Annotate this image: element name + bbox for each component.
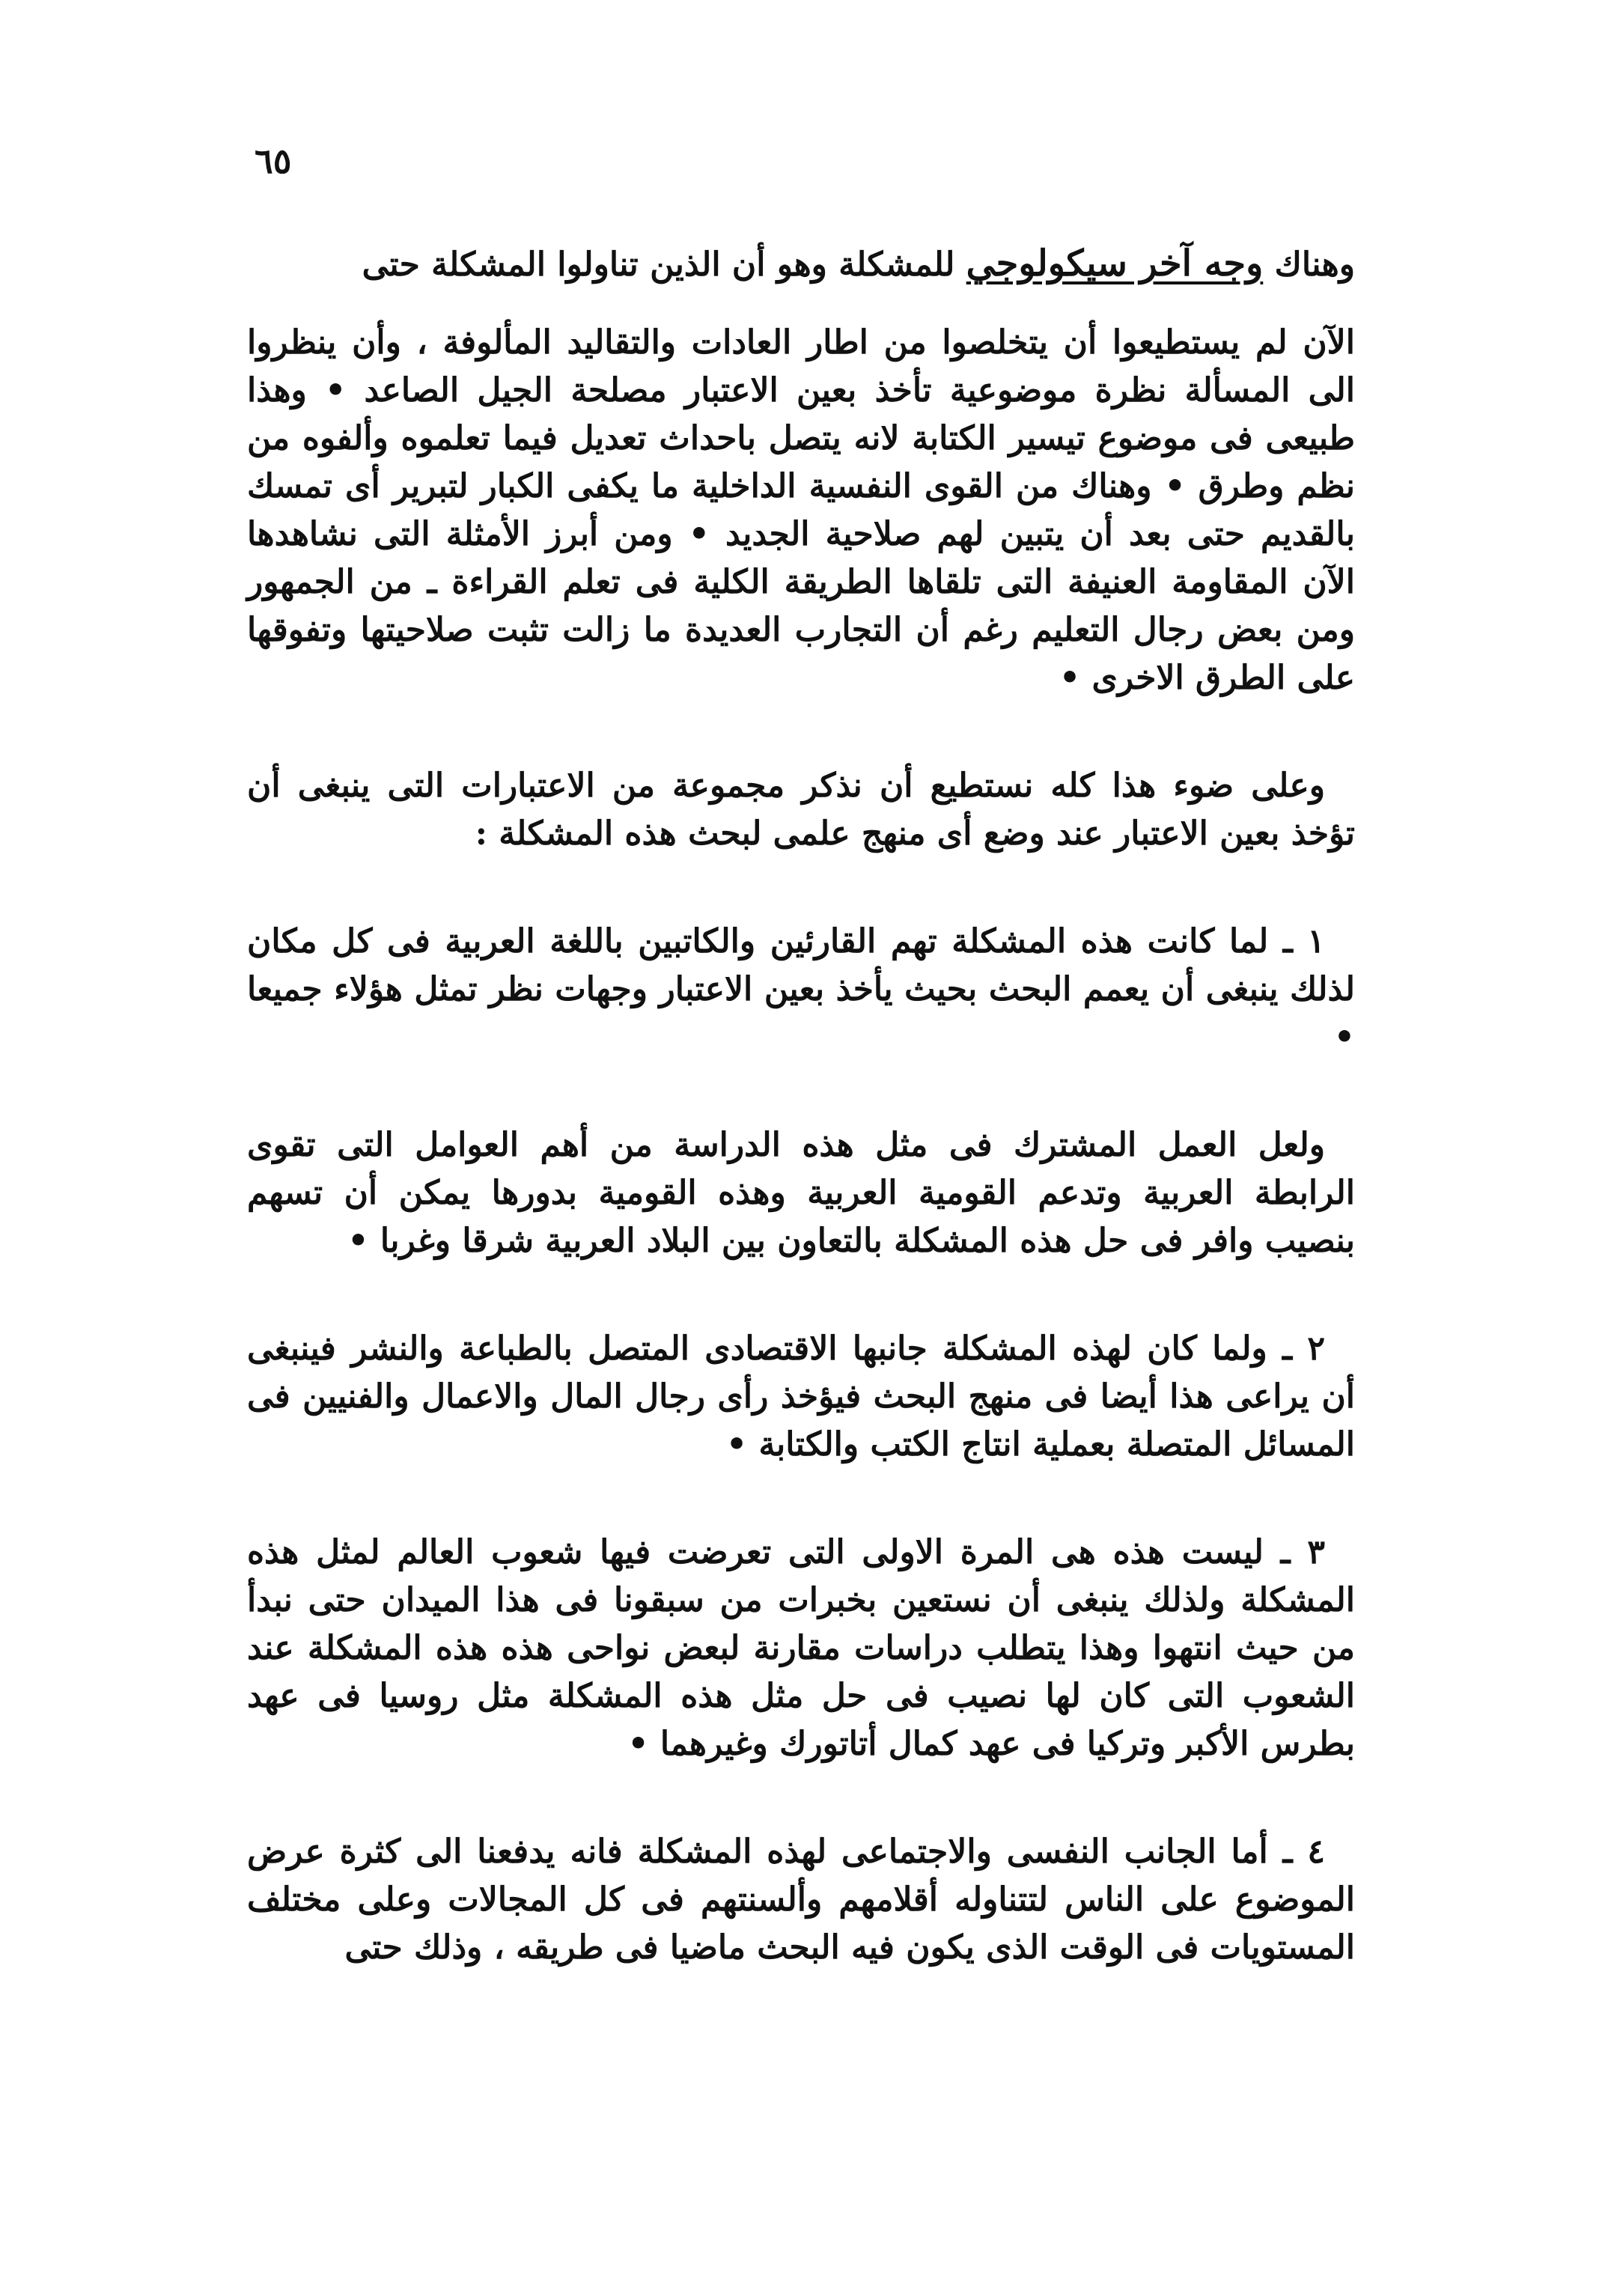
spacer bbox=[247, 1469, 1355, 1529]
paragraph-6: ٣ ـ ليست هذه هى المرة الاولى التى تعرضت فيها شعوب العالم لمثل هذه المشكلة ولذلك ينبغى أن نستعين بخبرات من سبقونا فى هذا الميدان حتى نبدأ من حيث انتهوا وهذا يتطلب دراسات مقارنة لبعض نواحى هذه هذه المشكلة عند الشعوب التى كان لها نصيب فى حل مثل هذه المشكلة مثل روسيا فى عهد بطرس الأكبر وتركيا فى عهد كمال أتاتورك وغيرهما • bbox=[247, 1533, 1356, 1763]
paragraph-7: ٤ ـ أما الجانب النفسى والاجتماعى لهذه المشكلة فانه يدفعنا الى كثرة عرض الموضوع على الناس لتتناوله أقلامهم وألسنتهم فى كل المجالات وعلى مختلف المستويات فى الوقت الذى يكون فيه البحث ماضيا فى طريقه ، وذلك حتى bbox=[247, 1833, 1355, 1967]
paragraph-1: الآن لم يستطيعوا أن يتخلصوا من اطار العادات والتقاليد المألوفة ، وأن ينظروا الى المسألة نظرة موضوعية تأخذ بعين الاعتبار مصلحة الجيل الصاعد • وهذا طبيعى فى موضوع تيسير الكتابة لانه يتصل باحداث تعديل فيما تعلموه وألفوه من نظم وطرق • وهناك من القوى النفسية الداخلية ما يكفى الكبار لتبرير أى تمسك بالقديم حتى بعد أن يتبين لهم صلاحية الجديد • ومن أبرز الأمثلة التى نشاهدها الآن المقاومة العنيفة التى تلقاها الطريقة الكلية فى تعلم القراءة ـ من الجمهور ومن بعض رجال التعليم رغم أن التجارب العديدة ما زالت تثبت صلاحيتها وتفوقها على الطرق الاخرى • bbox=[247, 323, 1355, 697]
spacer bbox=[247, 702, 1355, 762]
spacer bbox=[247, 1265, 1355, 1325]
paragraph-5: ٢ ـ ولما كان لهذه المشكلة جانبها الاقتصادى المتصل بالطباعة والنشر فينبغى أن يراعى هذا أيضا فى منهج البحث فيؤخذ رأى رجال المال والاعمال والفنيين فى المسائل المتصلة بعملية انتاج الكتب والكتابة • bbox=[247, 1330, 1355, 1464]
page-number: ٦٥ bbox=[255, 141, 292, 181]
spacer bbox=[247, 1768, 1355, 1828]
paragraph-intro bbox=[247, 240, 1355, 289]
emphasis-phrase: وجه آخر سيكولوجي bbox=[966, 243, 1264, 284]
paragraph-4: ولعل العمل المشترك فى مثل هذه الدراسة من أهم العوامل التى تقوى الرابطة العربية وتدعم القومية العربية وهذه القومية بدورها يمكن أن تسهم بنصيب وافر فى حل هذه المشكلة بالتعاون بين البلاد العربية شرقا وغربا • bbox=[247, 1126, 1355, 1260]
spacer bbox=[247, 858, 1355, 918]
spacer bbox=[247, 1062, 1355, 1121]
spacer bbox=[247, 289, 1355, 319]
paragraph-3: ١ ـ لما كانت هذه المشكلة تهم القارئين والكاتبين باللغة العربية فى كل مكان لذلك ينبغى أن يعمم البحث بحيث يأخذ بعين الاعتبار وجهات نظر تمثل هؤلاء جميعا • bbox=[247, 922, 1355, 1056]
paragraph-2: وعلى ضوء هذا كله نستطيع أن نذكر مجموعة من الاعتبارات التى ينبغى أن تؤخذ بعين الاعتبار عند وضع أى منهج علمى لبحث هذه المشكلة : bbox=[247, 767, 1355, 853]
paragraph-intro-before: وهناك bbox=[1263, 246, 1355, 284]
body-text bbox=[247, 240, 1355, 1972]
paragraph-intro-after: للمشكلة وهو أن الذين تناولوا المشكلة حتى bbox=[362, 246, 966, 284]
